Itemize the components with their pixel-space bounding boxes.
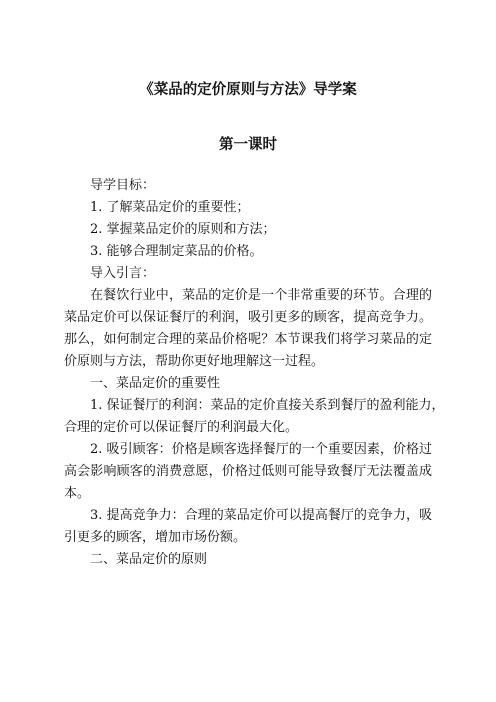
document-body — [64, 175, 445, 571]
paragraph-line: 在餐饮行业中，菜品的定价是一个非常重要的环节。合理的 — [90, 288, 432, 303]
paragraph-line: 价原则与方法，帮助你更好地理解这一过程。 — [64, 354, 325, 369]
paragraph-line: 1. 保证餐厅的利润：菜品的定价直接关系到餐厅的盈利能力， — [90, 398, 445, 413]
paragraph-line: 那么，如何制定合理的菜品价格呢？本节课我们将学习菜品的定 — [64, 332, 432, 347]
paragraph-line: 引更多的顾客，增加市场份额。 — [64, 530, 247, 545]
objective-item: 3. 能够合理制定菜品的价格。 — [90, 244, 263, 259]
document-title: 《菜品的定价原则与方法》导学案 — [139, 82, 357, 98]
section-label-intro: 导入引言： — [90, 266, 156, 281]
paragraph-line: 本。 — [64, 486, 91, 501]
paragraph-line: 合理的定价可以保证餐厅的利润最大化。 — [64, 420, 299, 435]
objective-item: 1. 了解菜品定价的重要性； — [90, 200, 250, 215]
paragraph-line: 2. 吸引顾客：价格是顾客选择餐厅的一个重要因素，价格过 — [90, 442, 432, 457]
section-heading: 一、菜品定价的重要性 — [90, 376, 221, 391]
section-heading: 二、菜品定价的原则 — [90, 552, 208, 567]
paragraph-line: 3. 提高竞争力：合理的菜品定价可以提高餐厅的竞争力，吸 — [90, 508, 432, 523]
lesson-subtitle: 第一课时 — [219, 137, 277, 153]
section-label-objectives: 导学目标： — [90, 178, 156, 193]
paragraph-line: 高会影响顾客的消费意愿，价格过低则可能导致餐厅无法覆盖成 — [64, 464, 432, 479]
paragraph-line: 菜品定价可以保证餐厅的利润，吸引更多的顾客，提高竞争力。 — [64, 310, 432, 325]
objective-item: 2. 掌握菜品定价的原则和方法； — [90, 222, 276, 237]
